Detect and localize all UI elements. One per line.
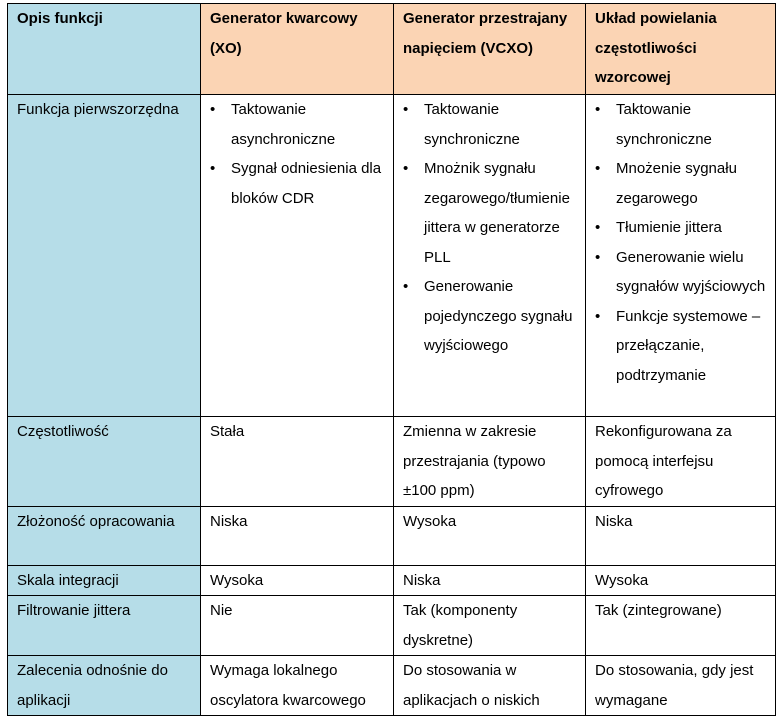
- cell-frequency-vcxo: Zmienna w zakresie przestrajania (typowo ±100 ppm): [394, 417, 586, 507]
- row-label-recommendations: [8, 656, 201, 716]
- cell-integration-xo: Wysoka: [201, 565, 394, 596]
- cell-recommendations-vcxo: Do stosowania w aplikacjach o niskich: [394, 656, 586, 716]
- header-vcxo: [394, 4, 586, 95]
- comparison-table: [7, 3, 776, 716]
- cell-complexity-multiplier: Niska: [586, 506, 776, 565]
- cell-recommendations-multiplier: Do stosowania, gdy jest wymagane: [586, 656, 776, 716]
- list-item: • Mnożnik sygnału zegarowego/tłumienie jittera w generatorze PLL: [403, 154, 582, 272]
- row-label-text: Funkcja pierwszorzędna: [17, 101, 179, 118]
- list-item: • Mnożenie sygnału zegarowego: [595, 154, 772, 213]
- header-description: [8, 4, 201, 95]
- header-row: [8, 4, 776, 95]
- header-xo-text: Generator kwarcowy (XO): [210, 10, 358, 57]
- row-label-text: Złożoność opracowania: [17, 512, 175, 530]
- list-item: • Sygnał odniesienia dla bloków CDR: [210, 154, 390, 213]
- cell-frequency-multiplier: Rekonfigurowana za pomocą interfejsu cyfrowego: [586, 417, 776, 507]
- table-row-complexity: [8, 506, 776, 565]
- table-row-frequency: [8, 417, 776, 507]
- cell-recommendations-xo: Wymaga lokalnego oscylatora kwarcowego: [201, 656, 394, 716]
- cell-primary-vcxo: [394, 95, 586, 417]
- table-row-primary-function: [8, 95, 776, 417]
- table-row-recommendations: [8, 656, 776, 716]
- row-label-integration: [8, 565, 201, 596]
- cell-complexity-vcxo: Wysoka: [394, 506, 586, 565]
- cell-filtering-multiplier: Tak (zintegrowane): [586, 596, 776, 656]
- bullet-list-multiplier: [595, 95, 772, 390]
- row-label-jitter-filtering: [8, 596, 201, 656]
- row-label-text: Filtrowanie jittera: [17, 602, 131, 619]
- cell-primary-multiplier: [586, 95, 776, 417]
- header-multiplier: [586, 4, 776, 95]
- cell-frequency-xo: Stała: [201, 417, 394, 507]
- list-item: • Taktowanie synchroniczne: [403, 95, 582, 154]
- list-item: • Taktowanie synchroniczne: [595, 95, 772, 154]
- header-description-text: Opis funkcji: [17, 10, 103, 27]
- list-item: • Generowanie wielu sygnałów wyjściowych: [595, 243, 772, 302]
- row-label-text: Zalecenia odnośnie do aplikacji: [17, 662, 168, 709]
- header-vcxo-text: Generator przestrajany napięciem (VCXO): [403, 10, 568, 57]
- cell-integration-multiplier: Wysoka: [586, 565, 776, 596]
- cell-filtering-vcxo: Tak (komponenty dyskretne): [394, 596, 586, 656]
- row-label-text: Częstotliwość: [17, 423, 109, 440]
- row-label-complexity: [8, 506, 201, 565]
- row-label-primary-function: [8, 95, 201, 417]
- list-item: • Funkcje systemowe – przełączanie, podtrzymanie: [595, 302, 772, 391]
- cell-complexity-xo: Niska: [201, 506, 394, 565]
- list-item: • Tłumienie jittera: [595, 213, 772, 243]
- row-label-frequency: [8, 417, 201, 507]
- cell-integration-vcxo: Niska: [394, 565, 586, 596]
- list-item: • Generowanie pojedynczego sygnału wyjściowego: [403, 272, 582, 361]
- header-xo: [201, 4, 394, 95]
- bullet-list-vcxo: [403, 95, 582, 361]
- row-label-text: Skala integracji: [17, 571, 119, 589]
- header-multiplier-text: Układ powielania częstotliwości wzorcowej: [595, 10, 717, 86]
- cell-filtering-xo: Nie: [201, 596, 394, 656]
- cell-primary-xo: [201, 95, 394, 417]
- table-row-integration: [8, 565, 776, 596]
- table-row-jitter-filtering: [8, 596, 776, 656]
- bullet-list-xo: [210, 95, 390, 213]
- list-item: • Taktowanie asynchroniczne: [210, 95, 390, 154]
